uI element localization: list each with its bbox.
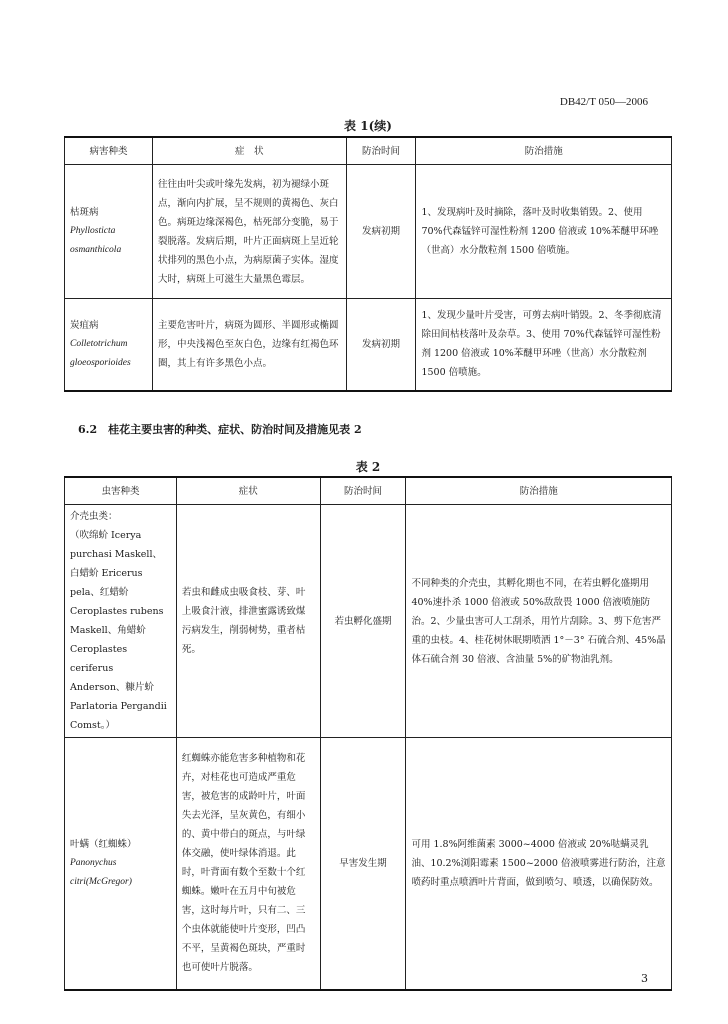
page-number: 3 xyxy=(641,972,648,985)
table2 xyxy=(64,476,672,991)
pest-group: 介壳虫类： xyxy=(70,511,118,522)
table-row xyxy=(65,165,672,299)
symptom-cell: 红蜘蛛亦能危害多种植物和花卉，对桂花也可造成严重危害，被危害的成龄叶片，叶面失去光泽，呈灰黄色，有细小的、黄中带白的斑点，与叶绿体交融，使叶绿体消退。此时，叶背面有数个至数十个红蜘蛛。嫩叶在五月中旬被危害，这时每片叶，只有二、三个虫体就能使叶片变形，凹凸不平，呈黄褐色斑块，严重时也可使叶片脱落。 xyxy=(176,738,320,990)
symptom-cell: 主要危害叶片，病斑为圆形、半圆形或椭圆形，中央浅褐色至灰白色，边缘有红褐色环圈，其上有许多黑色小点。 xyxy=(152,299,346,391)
disease-name: 炭疽病 xyxy=(70,319,99,331)
disease-cell xyxy=(65,299,153,391)
latin-name: citri(McGregor) xyxy=(70,876,132,887)
table2-col-pest: 虫害种类 xyxy=(65,477,177,505)
table1-col-symptom: 症 状 xyxy=(152,137,346,165)
time-cell: 发病初期 xyxy=(346,165,416,299)
symptom-cell: 往往由叶尖或叶缘先发病，初为褪绿小斑点，渐向内扩展，呈不规则的黄褐色、灰白色。病斑边缘深褐色，枯死部分变脆，易于裂脱落。发病后期，叶片正面病斑上呈近轮状排列的黑色小点，为病原菌子实体。湿度大时，病斑上可滋生大量黑色霉层。 xyxy=(152,165,346,299)
time-cell: 早害发生期 xyxy=(320,738,406,990)
table2-title: 表 2 xyxy=(355,460,381,474)
table1-title: 表 1(续) xyxy=(344,119,392,133)
table2-col-measure: 防治措施 xyxy=(406,477,672,505)
pest-cell xyxy=(65,738,177,990)
table1-col-measure: 防治措施 xyxy=(416,137,672,165)
table1-header-row xyxy=(65,137,672,165)
measure-cell: 不同种类的介壳虫，其孵化期也不同，在若虫孵化盛期用 40%速扑杀 1000 倍液或 50%敌敌畏 1000 倍液喷施防治。2、少量虫害可人工刮杀，用竹片刮除。3、剪下危害严重的虫枝。4、桂花树休眠期喷洒 1°－3° 石硫合剂、45%晶体石硫合剂 30 倍液、含油量 5%的矿物油乳剂。 xyxy=(406,505,672,738)
pest-name: 叶螨（红蜘蛛） xyxy=(70,838,137,850)
measure-cell: 1、发现少量叶片受害，可剪去病叶销毁。2、冬季彻底清除田间枯枝落叶及杂草。3、使用 70%代森锰锌可湿性粉剂 1200 倍液或 10%苯醚甲环唑（世高）水分散粒剂 1500 倍喷施。 xyxy=(416,299,672,391)
table-row xyxy=(65,738,672,990)
table-row xyxy=(65,505,672,738)
pest-species-list: （吹绵蚧 Icerya purchasi Maskell、白蜡蚧 Ericerus pela、红蜡蚧 Ceroplastes rubens Maskell、角蜡蚧 Ceroplastes ceriferus Anderson、糠片蚧 Parlatoria Pergandii Comst。） xyxy=(70,530,167,731)
latin-name: Panonychus xyxy=(70,857,117,868)
measure-cell: 1、发现病叶及时摘除，落叶及时收集销毁。2、使用 70%代森锰锌可湿性粉剂 1200 倍液或 10%苯醚甲环唑（世高）水分散粒剂 1500 倍喷施。 xyxy=(416,165,672,299)
table1-col-disease: 病害种类 xyxy=(65,137,153,165)
table1-col-time: 防治时间 xyxy=(346,137,416,165)
time-cell: 若虫孵化盛期 xyxy=(320,505,406,738)
time-cell: 发病初期 xyxy=(346,299,416,391)
table-row xyxy=(65,299,672,391)
latin-name: Colletotrichum xyxy=(70,338,128,349)
latin-name: osmanthicola xyxy=(70,245,122,255)
section-heading: 6.2 桂花主要虫害的种类、症状、防治时间及措施见表 2 xyxy=(78,423,362,436)
measure-cell: 可用 1.8%阿维菌素 3000~4000 倍液或 20%哒螨灵乳油、10.2%浏阳霉素 1500~2000 倍液喷雾进行防治，注意喷药时重点喷洒叶片背面，做到喷匀、喷透，以确保防效。 xyxy=(406,738,672,990)
latin-name: gloeosporioides xyxy=(70,357,131,368)
pest-cell xyxy=(65,505,177,738)
disease-cell xyxy=(65,165,153,299)
table2-col-time: 防治时间 xyxy=(320,477,406,505)
symptom-cell: 若虫和雌成虫吸食枝、芽、叶上吸食汁液，排泄蜜露诱致煤污病发生，削弱树势，重者枯死。 xyxy=(176,505,320,738)
table2-header-row xyxy=(65,477,672,505)
latin-name: Phyllosticta xyxy=(70,226,116,236)
document-code: DB42/T 050—2006 xyxy=(559,96,648,108)
table1 xyxy=(64,136,672,392)
table2-col-symptom: 症状 xyxy=(176,477,320,505)
disease-name: 枯斑病 xyxy=(70,207,99,218)
